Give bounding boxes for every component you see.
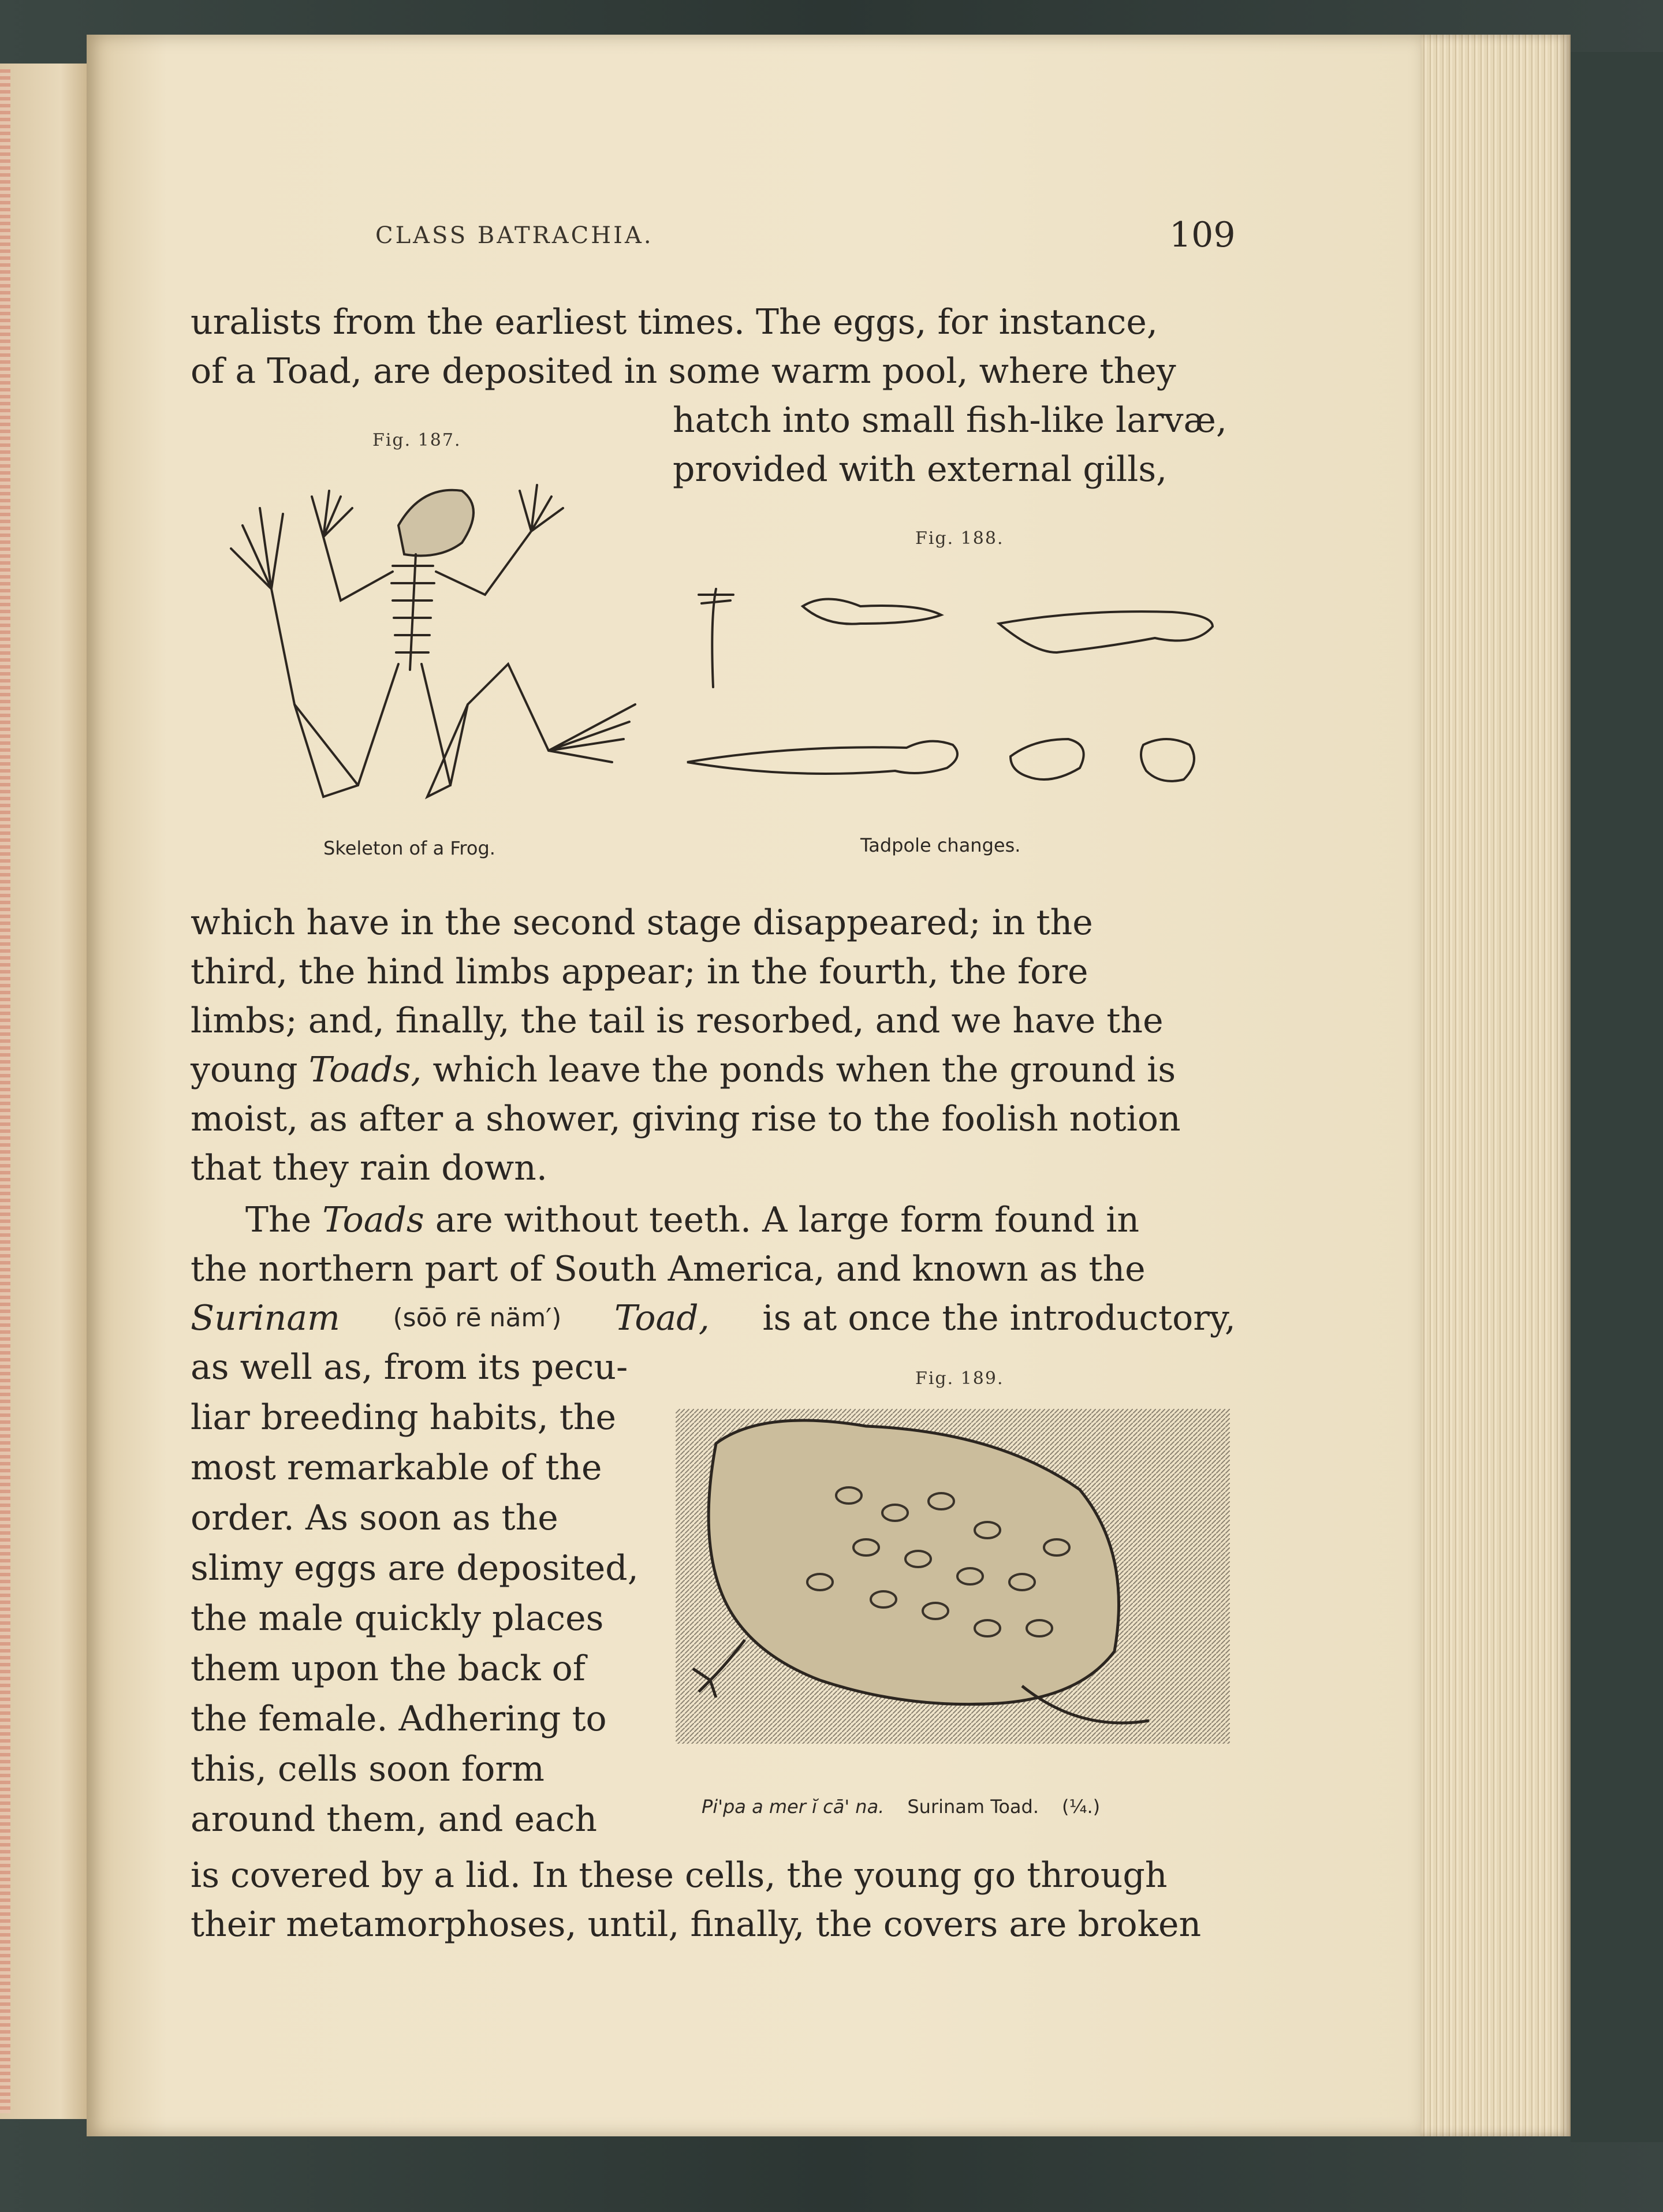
italic-term: Surinam	[191, 1298, 340, 1338]
text-line: this, cells soon form	[191, 1749, 545, 1789]
text-span: are without teeth. A large form found in	[424, 1200, 1140, 1240]
text-line: as well as, from its pecu-	[191, 1347, 628, 1387]
figure-label: Fig. 188.	[915, 528, 1004, 549]
page-number: 109	[1169, 215, 1236, 255]
pronunciation: (sōō rē näm′)	[393, 1303, 562, 1333]
text-line: the male quickly places	[191, 1598, 604, 1639]
figure-label: Fig. 189.	[915, 1368, 1004, 1389]
italic-term: Toads	[322, 1200, 424, 1240]
text-line	[245, 1195, 1291, 1245]
back-cover	[1571, 52, 1663, 2142]
text-line: moist, as after a shower, giving rise to the foolish notion	[191, 1099, 1181, 1139]
left-page-edge	[0, 64, 87, 2119]
text-line: them upon the back of	[191, 1648, 586, 1689]
text-line: of a Toad, are deposited in some warm pool, where they	[191, 351, 1176, 391]
frog-skeleton-illustration	[208, 473, 647, 820]
text-line: order. As soon as the	[191, 1498, 558, 1538]
text-span: The	[245, 1200, 323, 1240]
text-line: that they rain down.	[191, 1148, 547, 1188]
text-line: provided with external gills,	[673, 449, 1168, 490]
text-line: limbs; and, finally, the tail is resorbed, and we have the	[191, 1001, 1164, 1041]
running-head: CLASS BATRACHIA.	[375, 222, 654, 249]
text-line: around them, and each	[191, 1799, 598, 1840]
text-line: which have in the second stage disappeared; in the	[191, 902, 1093, 943]
text-line: liar breeding habits, the	[191, 1397, 617, 1438]
caption-common-name: Surinam Toad.	[907, 1796, 1039, 1818]
text-line: third, the hind limbs appear; in the fourth, the fore	[191, 952, 1088, 992]
text-line: the female. Adhering to	[191, 1699, 607, 1739]
left-page-gilt-edge	[0, 69, 10, 2113]
text-line: the northern part of South America, and known as the	[191, 1249, 1146, 1289]
figure-caption: Tadpole changes.	[860, 834, 1021, 856]
text-line	[191, 1293, 1236, 1343]
text-line: slimy eggs are deposited,	[191, 1548, 639, 1588]
text-line: most remarkable of the	[191, 1448, 602, 1488]
page-fore-edge	[1420, 35, 1571, 2136]
text-line: their metamorphoses, until, finally, the covers are broken	[191, 1904, 1202, 1945]
italic-term: Toad,	[614, 1298, 710, 1338]
text-span: young	[191, 1050, 309, 1090]
italic-term: Toads,	[308, 1050, 422, 1090]
text-line: uralists from the earliest times. The eggs, for instance,	[191, 302, 1158, 342]
surinam-toad-engraving	[676, 1409, 1230, 1767]
figure-label: Fig. 187.	[372, 430, 461, 450]
tadpole-stages-illustration	[676, 572, 1236, 803]
text-line: hatch into small fish-like larvæ,	[673, 400, 1227, 441]
figure-caption	[702, 1796, 1100, 1818]
caption-scale: (¼.)	[1062, 1796, 1101, 1818]
text-span: which leave the ponds when the ground is	[422, 1050, 1176, 1090]
text-line: is covered by a lid. In these cells, the young go through	[191, 1855, 1168, 1896]
figure-caption: Skeleton of a Frog.	[323, 837, 495, 859]
text-line	[191, 1045, 1236, 1095]
text-span: is at once the introductory,	[762, 1298, 1236, 1338]
caption-latin-name: Pi'pa a mer ĭ cā' na.	[702, 1796, 885, 1818]
